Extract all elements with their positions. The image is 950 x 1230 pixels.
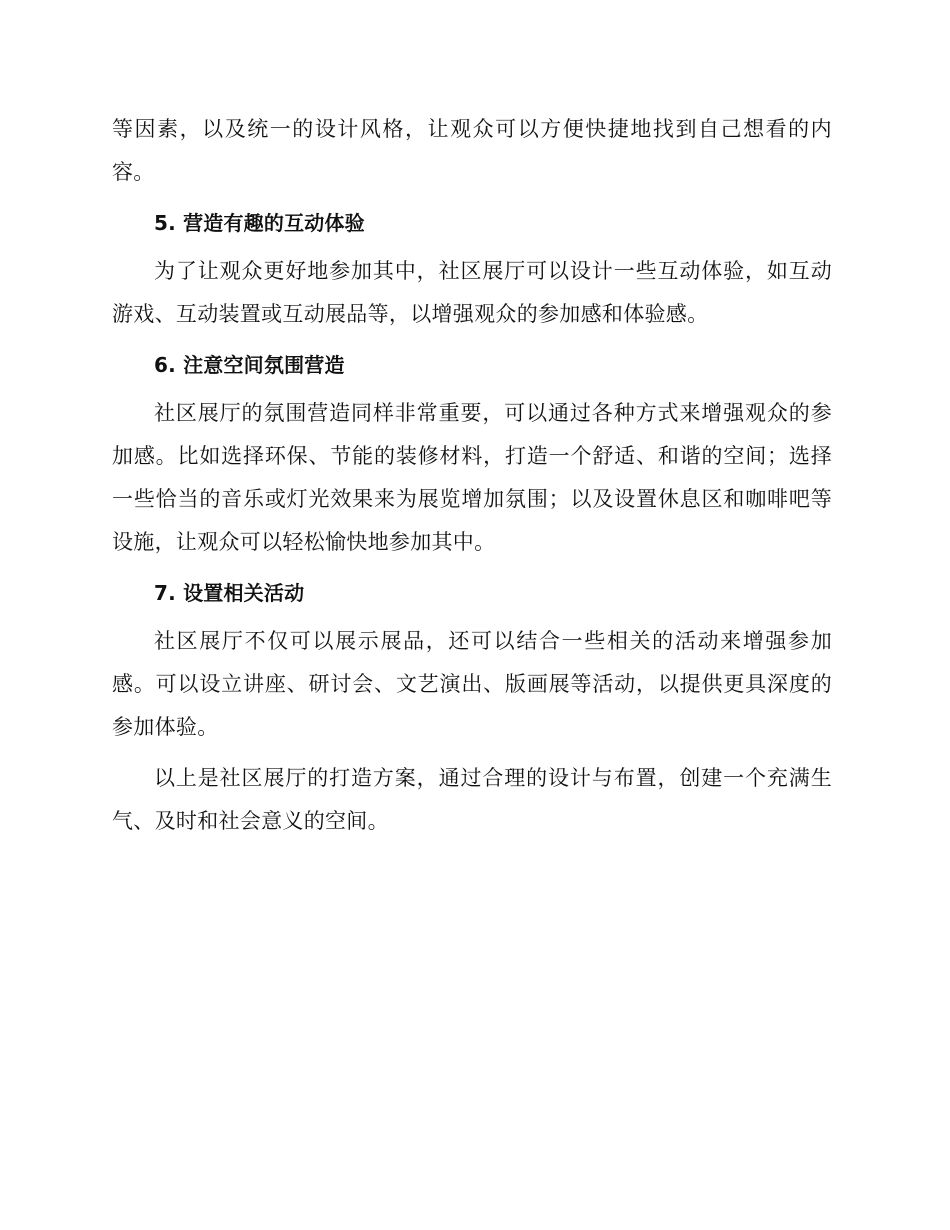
paragraph-intro-continuation: 等因素，以及统一的设计风格，让观众可以方便快捷地找到自己想看的内容。	[112, 117, 832, 184]
paragraph-gap	[112, 749, 832, 757]
document-page	[112, 108, 832, 843]
paragraph-section-5: 为了让观众更好地参加其中，社区展厅可以设计一些互动体验，如互动游戏、互动装置或互动展品等，以增强观众的参加感和体验感。	[112, 259, 832, 326]
section-heading-5: 5. 营造有趣的互动体验	[154, 211, 365, 235]
section-heading-6: 6. 注意空间氛围营造	[154, 353, 345, 377]
paragraph-section-7: 社区展厅不仅可以展示展品，还可以结合一些相关的活动来增强参加感。可以设立讲座、研讨会、文艺演出、版画展等活动，以提供更具深度的参加体验。	[112, 629, 832, 739]
section-heading-7: 7. 设置相关活动	[154, 581, 305, 605]
paragraph-section-6: 社区展厅的氛围营造同样非常重要，可以通过各种方式来增强观众的参加感。比如选择环保、节能的装修材料，打造一个舒适、和谐的空间；选择一些恰当的音乐或灯光效果来为展览增加氛围；以及设置休息区和咖啡吧等设施，让观众可以轻松愉快地参加其中。	[112, 401, 832, 554]
paragraph-conclusion: 以上是社区展厅的打造方案，通过合理的设计与布置，创建一个充满生气、及时和社会意义的空间。	[112, 766, 832, 833]
